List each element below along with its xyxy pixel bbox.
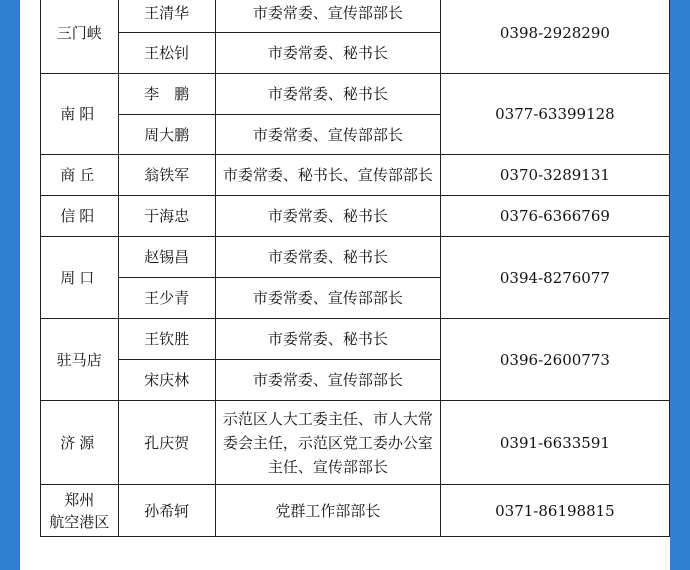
city-line: 郑州 (64, 490, 95, 509)
phone-cell: 0370-3289131 (440, 155, 669, 196)
name-cell: 王清华 (118, 0, 215, 33)
name-cell: 王钦胜 (118, 319, 215, 360)
name-cell: 赵锡昌 (118, 237, 215, 278)
phone-cell: 0377-63399128 (440, 74, 669, 155)
phone-cell: 0376-6366769 (440, 196, 669, 237)
role-cell: 市委常委、宣传部部长 (215, 115, 440, 155)
role-line: 主任、宣传部部长 (267, 457, 388, 476)
city-cell: 三门峡 (41, 0, 119, 74)
name-cell: 于海忠 (118, 196, 215, 237)
contact-table (40, 0, 670, 537)
name-cell: 宋庆林 (118, 360, 215, 401)
table-row (41, 196, 670, 237)
role-cell: 市委常委、秘书长 (215, 319, 440, 360)
name-cell: 王少青 (118, 278, 215, 319)
name-cell: 周大鹏 (118, 115, 215, 155)
table-row (41, 237, 670, 278)
phone-cell: 0391-6633591 (440, 401, 669, 485)
role-cell: 市委常委、秘书长 (215, 74, 440, 115)
city-cell: 周口 (41, 237, 119, 319)
city-cell: 驻马店 (41, 319, 119, 401)
role-line: 委会主任，示范区党工委办公室 (222, 433, 433, 452)
table-row (41, 485, 670, 537)
role-cell: 市委常委、宣传部部长 (215, 360, 440, 401)
city-line: 航空港区 (49, 512, 110, 531)
name-cell: 王松钊 (118, 33, 215, 74)
city-cell: 济源 (41, 401, 119, 485)
name-cell: 孔庆贺 (118, 401, 215, 485)
table-row (41, 74, 670, 115)
role-cell: 市委常委、宣传部部长 (215, 278, 440, 319)
phone-cell: 0396-2600773 (440, 319, 669, 401)
phone-cell: 0371-86198815 (440, 485, 669, 537)
role-cell: 党群工作部部长 (215, 485, 440, 537)
city-cell: 信阳 (41, 196, 119, 237)
phone-cell: 0398-2928290 (440, 0, 669, 74)
table-row (41, 319, 670, 360)
city-cell: 南阳 (41, 74, 119, 155)
role-cell (215, 401, 440, 485)
role-cell: 市委常委、秘书长、宣传部部长 (215, 155, 440, 196)
role-line: 示范区人大工委主任、市人大常 (222, 409, 433, 428)
city-cell: 商丘 (41, 155, 119, 196)
name-cell: 孙希轲 (118, 485, 215, 537)
role-cell: 市委常委、宣传部部长 (215, 0, 440, 33)
city-cell (41, 485, 119, 537)
role-cell: 市委常委、秘书长 (215, 196, 440, 237)
table-row (41, 0, 670, 33)
name-cell: 李 鹏 (118, 74, 215, 115)
right-accent-bar (670, 0, 690, 570)
name-cell: 翁铁军 (118, 155, 215, 196)
table-row (41, 401, 670, 485)
left-accent-bar (0, 0, 20, 570)
table-row (41, 155, 670, 196)
phone-cell: 0394-8276077 (440, 237, 669, 319)
role-cell: 市委常委、秘书长 (215, 237, 440, 278)
document-sheet (20, 0, 670, 570)
role-cell: 市委常委、秘书长 (215, 33, 440, 74)
